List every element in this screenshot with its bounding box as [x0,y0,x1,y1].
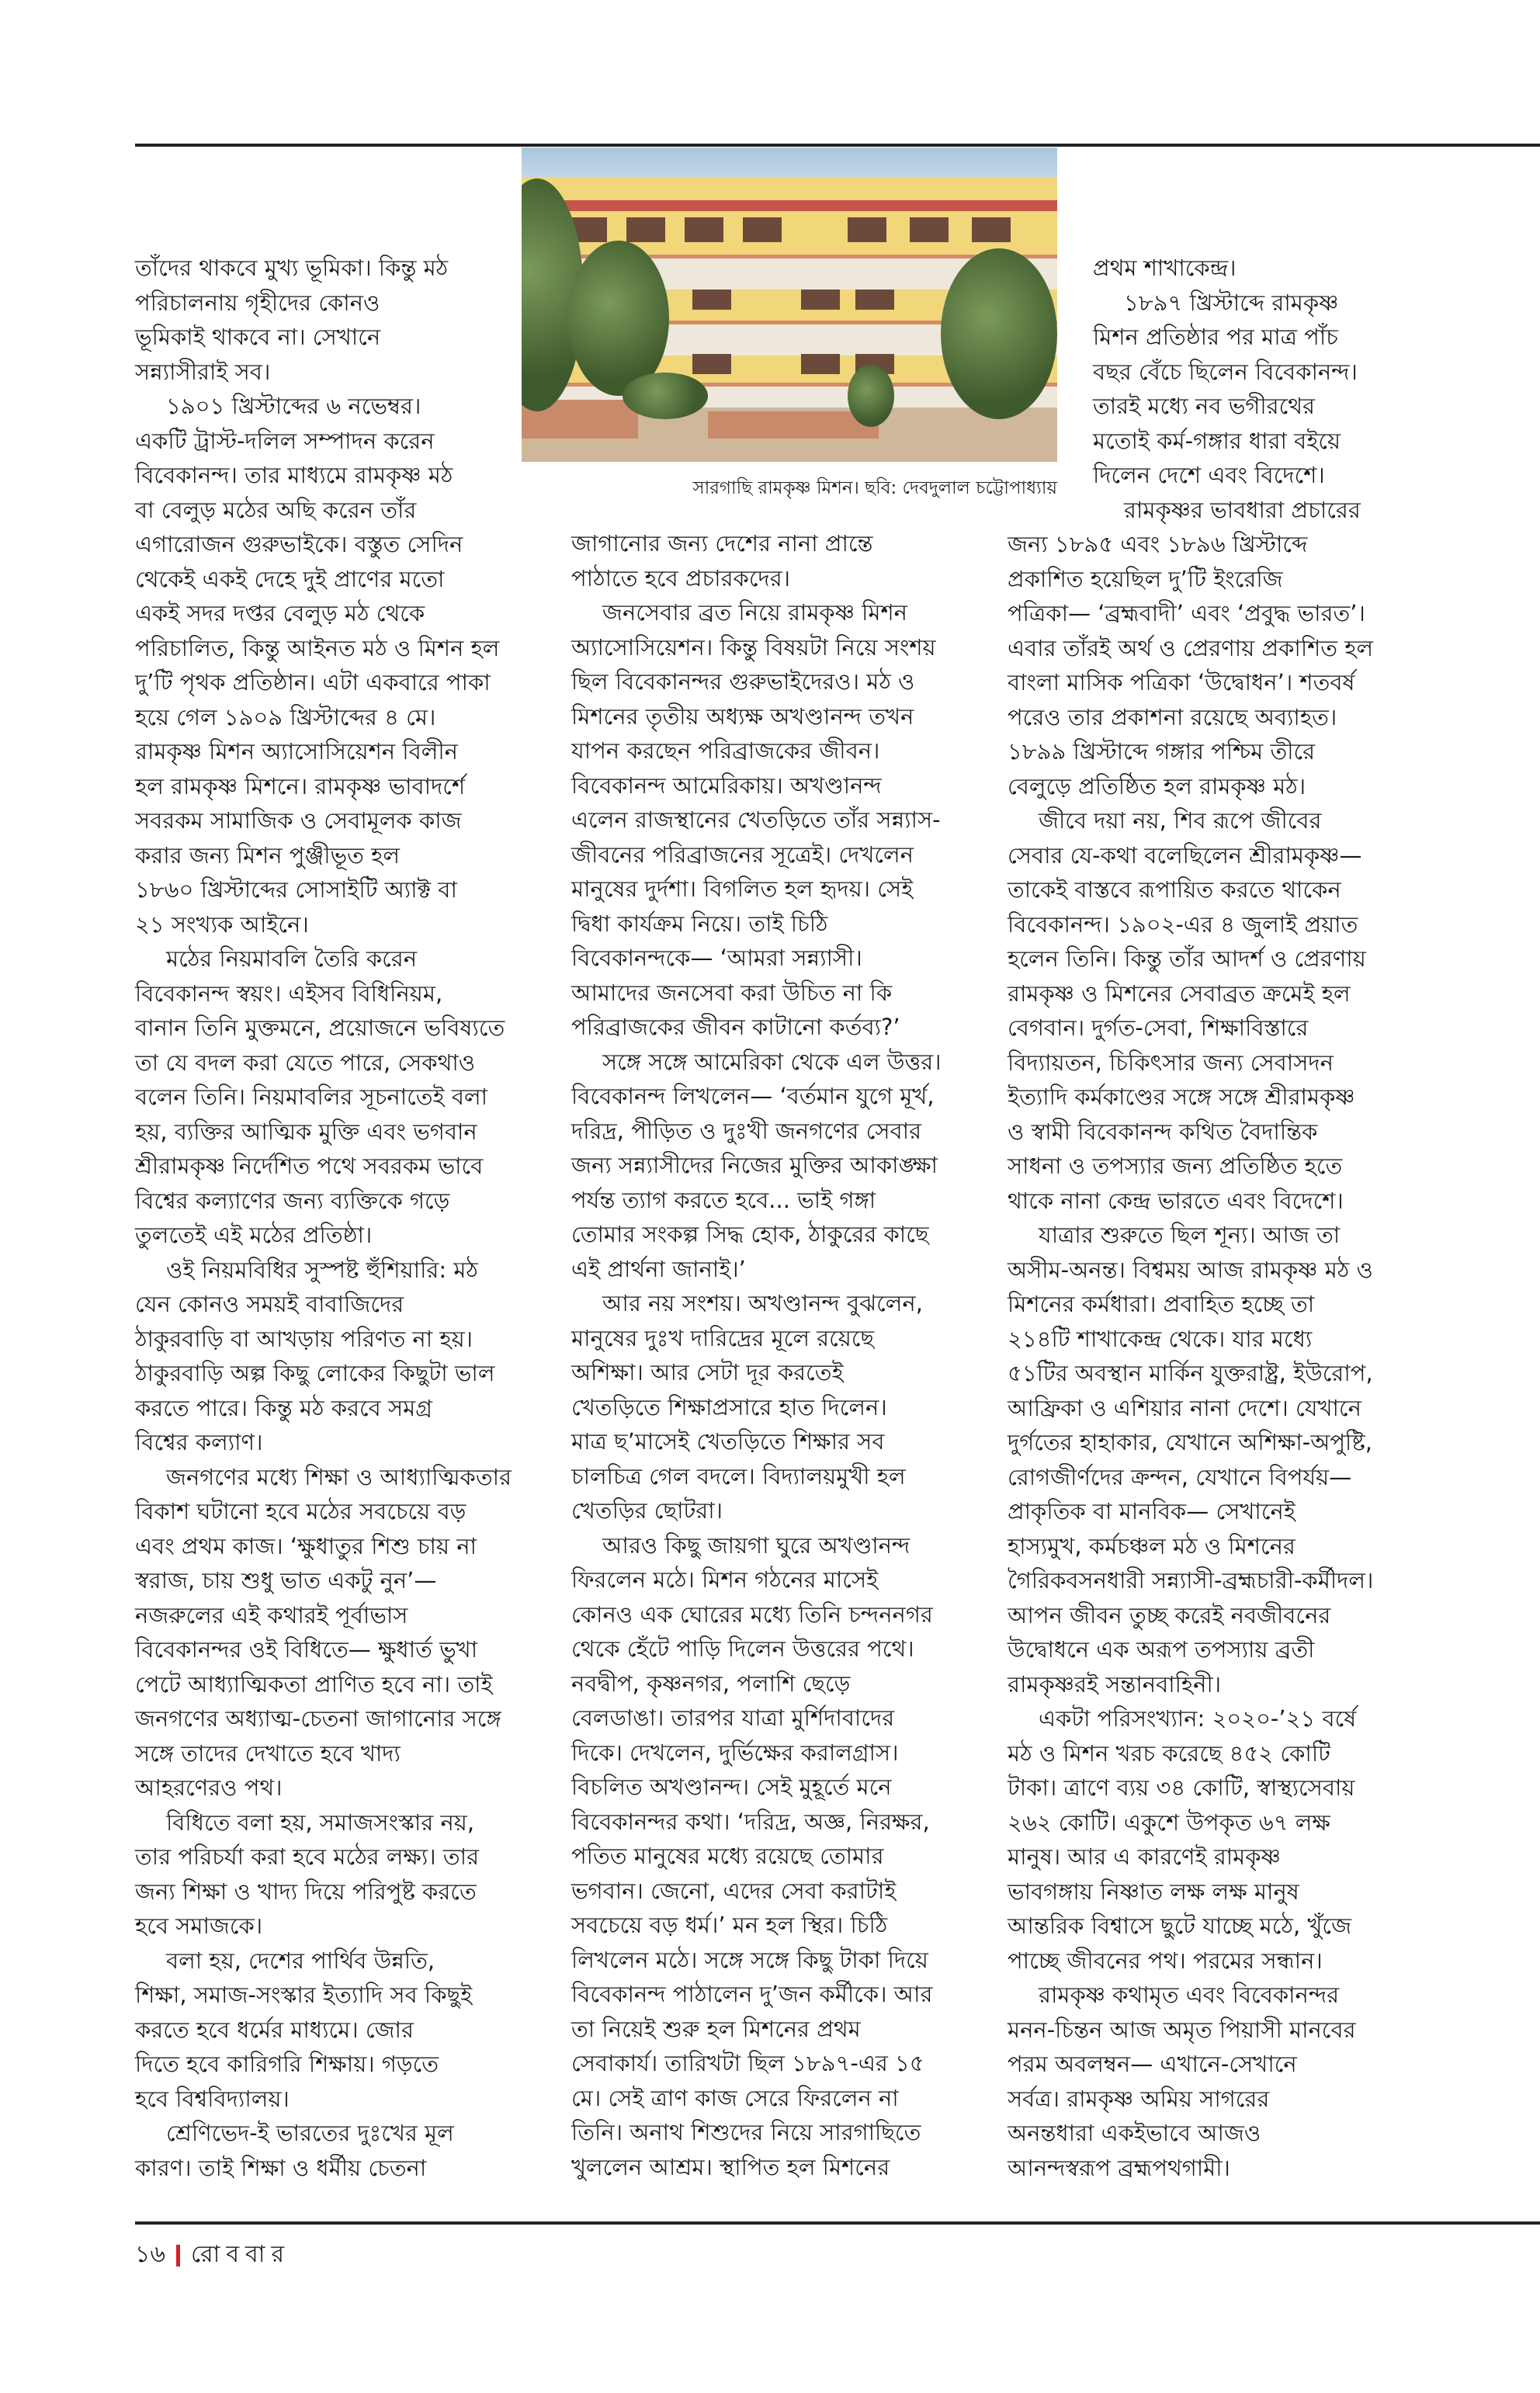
footer-rule [135,2221,1540,2225]
article-text-line: মিশন প্রতিষ্ঠার পর মাত্র পাঁচ [1093,324,1338,350]
article-text-line: অনন্তধারা একইভাবে আজও [1008,2120,1261,2146]
article-text-line: মঠের নিয়মাবলি তৈরি করেন [166,945,418,972]
tree [848,365,894,427]
article-text-line: বিবেকানন্দ লিখলেন— ‘বর্তমান যুগে মূর্খ, [571,1083,935,1109]
article-text-line: মানুষ। আর এ কারণেই রামকৃষ্ণ [1008,1843,1281,1870]
article-text-line: লিখলেন মঠে। সঙ্গে সঙ্গে কিছু টাকা দিয়ে [571,1946,928,1973]
page-number: ১৬ [135,2241,165,2268]
article-text-line: বিবেকানন্দর ওই বিধিতে— ক্ষুধার্ত ভুখা [135,1636,478,1663]
article-text-line: তুলতেই এই মঠের প্রতিষ্ঠা। [135,1222,373,1248]
article-text-line: এবার তাঁরই অর্থ ও প্রেরণায় প্রকাশিত হল [1008,634,1374,661]
article-text-line: বিচলিত অখণ্ডানন্দ। সেই মুহূর্তে মনে [571,1774,892,1800]
article-text-line: সঙ্গে তাদের দেখাতে হবে খাদ্য [135,1739,401,1767]
article-text-line: জনগণের অধ্যাত্ম-চেতনা জাগানোর সঙ্গে [135,1705,501,1732]
article-text-line: আমাদের জনসেবা করা উচিত না কি [571,979,893,1006]
article-text-line: মানুষের দুঃখ দারিদ্রের মূলে রয়েছে [571,1324,875,1351]
article-text-line: পতিত মানুষের মধ্যে রয়েছে তোমার [571,1843,884,1869]
article-text-line: তারই মধ্যে নব ভগীরথের [1093,393,1315,419]
article-text-line: বিবেকানন্দ স্বয়ং। এইসব বিধিনিয়ম, [135,980,443,1007]
article-text-line: খুললেন আশ্রম। স্থাপিত হল মিশনের [571,2153,890,2180]
article-text-line: জীবনের পরিব্রাজনের সূত্রেই। দেখলেন [571,841,914,868]
article-text-line: করতে হবে ধর্মের মাধ্যমে। জোর [135,2016,414,2043]
article-text-line: সেবার যে-কথা বলেছিলেন শ্রীরামকৃষ্ণ— [1008,841,1362,869]
article-text-line: একটা পরিসংখ্যান: ২০২০-’২১ বর্ষে [1039,1705,1357,1732]
article-text-line: আপন জীবন তুচ্ছ করেই নবজীবনের [1008,1601,1331,1628]
article-text-line: এবং প্রথম কাজ। ‘ক্ষুধাতুর শিশু চায় না [135,1532,477,1559]
article-text-line: বেগবান। দুর্গত-সেবা, শিক্ষাবিস্তারে [1008,1014,1309,1041]
article-text-line: পাঠাতে হবে প্রচারকদের। [571,564,791,591]
article-text-line: পরিচালিত, কিন্তু আইনত মঠ ও মিশন হল [135,634,500,661]
article-text-line: বানান তিনি মুক্তমনে, প্রয়োজনে ভবিষ্যতে [135,1014,505,1041]
article-text-line: অসীম-অনন্ত। বিশ্বময় আজ রামকৃষ্ণ মঠ ও [1008,1256,1373,1283]
article-text-line: শ্রীরামকৃষ্ণ নির্দেশিত পথে সবরকম ভাবে [135,1153,484,1179]
article-text-line: গৈরিকবসনধারী সন্ন্যাসী-ব্রহ্মচারী-কর্মীদল। [1008,1567,1374,1594]
article-text-line: মতোই কর্ম-গঙ্গার ধারা বইয়ে [1093,427,1341,454]
article-text-line: এই প্রার্থনা জানাই।’ [571,1255,746,1282]
article-text-line: আরও কিছু জায়গা ঘুরে অখণ্ডানন্দ [602,1531,910,1559]
article-text-line: বলা হয়, দেশের পার্থিব উন্নতি, [166,1947,435,1974]
article-text-line: পরিব্রাজকের জীবন কাটানো কর্তব্য?’ [571,1014,900,1040]
article-text-line: ২১৪টি শাখাকেন্দ্র থেকে। যার মধ্যে [1008,1325,1313,1352]
article-text-line: আন্তরিক বিশ্বাসে ছুটে যাচ্ছে মঠে, খুঁজে [1008,1913,1352,1939]
article-text-line: তাঁদের থাকবে মুখ্য ভূমিকা। কিন্তু মঠ [135,255,449,281]
building-roof [522,200,1057,211]
article-text-line: বলেন তিনি। নিয়মাবলির সূচনাতেই বলা [135,1084,487,1110]
article-text-line: বিবেকানন্দ পাঠালেন দু’জন কর্মীকে। আর [571,1981,933,2007]
article-text-line: হলেন তিনি। কিন্তু তাঁর আদর্শ ও প্রেরণায় [1008,945,1366,972]
article-text-line: মে। সেই ত্রাণ কাজ সেরে ফিরলেন না [571,2084,899,2111]
article-text-line: জনগণের মধ্যে শিক্ষা ও আধ্যাত্মিকতার [166,1463,512,1490]
article-text-line: মঠ ও মিশন খরচ করেছে ৪৫২ কোটি [1008,1739,1330,1767]
article-text-line: দরিদ্র, পীড়িত ও দুঃখী জনগণের সেবার [571,1117,922,1144]
article-column-3 [1008,251,1403,2185]
article-text-line: স্বরাজ, চায় শুধু ভাত একটু নুন’— [135,1567,437,1594]
article-text-line: ১৮৯৯ খ্রিস্টাব্দে গঙ্গার পশ্চিম তীরে [1008,738,1316,765]
tree [623,373,708,419]
article-text-line: যাত্রার শুরুতে ছিল শূন্য। আজ তা [1039,1222,1341,1248]
article-column-2 [571,526,967,2184]
article-text-line: ছিল বিবেকানন্দর গুরুভাইদেরও। মঠ ও [571,668,915,695]
article-text-line: ২৬২ কোটি। একুশে উপকৃত ৬৭ লক্ষ [1008,1809,1330,1836]
article-text-line: ৫১টির অবস্থান মার্কিন যুক্তরাষ্ট্র, ইউরোপ, [1008,1360,1373,1386]
article-text-line: ১৮৬০ খ্রিস্টাব্দের সোসাইটি অ্যাক্ট বা [135,876,457,903]
article-text-line: পরেও তার প্রকাশনা রয়েছে অব্যাহত। [1008,703,1337,730]
article-text-line: তা যে বদল করা যেতে পারে, সেকথাও [135,1049,476,1076]
article-text-line: একই সদর দপ্তর বেলুড় মঠ থেকে [135,600,425,626]
article-text-line: সবরকম সামাজিক ও সেবামূলক কাজ [135,807,462,834]
article-text-line: প্রকাশিত হয়েছিল দু’টি ইংরেজি [1008,565,1283,592]
article-text-line: পরম অবলম্বন— এখানে-সেখানে [1008,2051,1297,2077]
article-text-line: জন্য শিক্ষা ও খাদ্য দিয়ে পরিপুষ্ট করতে [135,1878,477,1905]
article-text-line: করতে পারে। কিন্তু মঠ করবে সমগ্র [135,1394,433,1421]
article-text-line: করার জন্য মিশন পুঞ্জীভূত হল [135,841,400,869]
article-text-line: মানুষের দুর্দশা। বিগলিত হল হৃদয়। সেই [571,876,914,902]
article-text-line: হবে বিশ্ববিদ্যালয়। [135,2085,290,2112]
article-text-line: দ্বিধা কার্যক্রম নিয়ে। তাই চিঠি [571,910,828,937]
article-text-line: তিনি। অনাথ শিশুদের নিয়ে সারগাছিতে [571,2119,921,2145]
article-text-line: হয়ে গেল ১৯০৯ খ্রিস্টাব্দের ৪ মে। [135,703,436,730]
article-text-line: মিশনের কর্মধারা। প্রবাহিত হচ্ছে তা [1008,1291,1315,1317]
article-text-line: রামকৃষ্ণরই সন্তানবাহিনী। [1008,1670,1222,1698]
photo-caption: সারগাছি রামকৃষ্ণ মিশন। ছবি: দেবদুলাল চট্টোপাধ্যায় [692,478,1057,498]
article-text-line: পরিচালনায় গৃহীদের কোনও [135,289,380,316]
article-text-line: তা নিয়েই শুরু হল মিশনের প্রথম [571,2015,861,2042]
article-text-line: তার পরিচর্যা করা হবে মঠের লক্ষ্য। তার [135,1843,480,1870]
article-text-line: পেটে আধ্যাত্মিকতা প্রাণিত হবে না। তাই [135,1670,493,1698]
article-text-line: ওই নিয়মবিধির সুস্পষ্ট হুঁশিয়ারি: মঠ [166,1256,478,1283]
article-text-line: বিকাশ ঘটানো হবে মঠের সবচেয়ে বড় [135,1498,467,1524]
article-text-line: প্রথম শাখাকেন্দ্র। [1093,255,1237,281]
article-text-line: খেতড়ির ছোটরা। [571,1497,723,1524]
page-footer [135,2235,290,2275]
article-text-line: বা বেলুড় মঠের অছি করেন তাঁর [135,496,417,523]
article-text-line: কোনও এক ঘোরের মধ্যে তিনি চন্দননগর [571,1601,933,1628]
article-text-line: থাকে নানা কেন্দ্র ভারতে এবং বিদেশে। [1008,1187,1344,1214]
article-text-line: বিবেকানন্দ আমেরিকায়। অখণ্ডানন্দ [571,772,882,799]
article-text-line: রোগজীর্ণদের ক্রন্দন, যেখানে বিপর্যয়— [1008,1463,1352,1490]
article-text-line: অ্যাসোসিয়েশন। কিন্তু বিষয়টা নিয়ে সংশয় [571,633,936,661]
article-text-line: সাধনা ও তপস্যার জন্য প্রতিষ্ঠিত হতে [1008,1153,1343,1179]
article-text-line: বিশ্বের কল্যাণের জন্য ব্যক্তিকে গড়ে [135,1187,450,1214]
article-text-line: ১৮৯৭ খ্রিস্টাব্দে রামকৃষ্ণ [1124,289,1339,316]
article-text-line: বিশ্বের কল্যাণ। [135,1429,263,1455]
article-text-line: টাকা। ত্রাণে ব্যয় ৩৪ কোটি, স্বাস্থ্যসেবায় [1008,1774,1355,1801]
article-text-line: মাত্র ছ’মাসেই খেতড়িতে শিক্ষার সব [571,1428,885,1455]
article-text-line: ঠাকুরবাড়ি বা আখড়ায় পরিণত না হয়। [135,1325,473,1352]
article-text-line: ২১ সংখ্যক আইনে। [135,910,309,938]
article-text-line: বিবেকানন্দকে— ‘আমরা সন্ন্যাসী। [571,945,862,971]
article-text-line: থেকে হেঁটে পাড়ি দিলেন উত্তরের পথে। [571,1635,914,1662]
article-text-line: চালচিত্র গেল বদলে। বিদ্যালয়মুখী হল [571,1462,906,1490]
article-text-line: দু’টি পৃথক প্রতিষ্ঠান। এটা একবারে পাকা [135,669,491,695]
article-text-line: ইত্যাদি কর্মকাণ্ডের সঙ্গে সঙ্গে শ্রীরামকৃষ্ণ [1008,1084,1355,1110]
article-text-line: বেলডাঙা। তারপর যাত্রা মুর্শিদাবাদের [571,1705,895,1731]
article-text-line: নবদ্বীপ, কৃষ্ণনগর, পলাশি ছেড়ে [571,1670,851,1697]
article-text-line: বিদ্যায়তন, চিকিৎসার জন্য সেবাসদন [1008,1049,1334,1076]
article-text-line: এলেন রাজস্থানের খেতড়িতে তাঁর সন্ন্যাস- [571,806,941,833]
top-rule [135,144,1540,147]
article-text-line: উদ্বোধনে এক অরূপ তপস্যায় ব্রতী [1008,1636,1315,1663]
article-text-line: বছর বেঁচে ছিলেন বিবেকানন্দ। [1093,358,1358,385]
article-text-line: হবে সমাজকে। [135,1913,263,1939]
article-text-line: জন্য সন্ন্যাসীদের নিজের মুক্তির আকাঙ্ক্ষা [571,1152,938,1178]
article-text-line: দিকে। দেখলেন, দুর্ভিক্ষের করালগ্রাস। [571,1739,899,1766]
article-text-line: শিক্ষা, সমাজ-সংস্কার ইত্যাদি সব কিছুই [135,1982,473,2008]
article-text-line: বেলুড়ে প্রতিষ্ঠিত হল রামকৃষ্ণ মঠ। [1008,772,1306,799]
article-text-line: অশিক্ষা। আর সেটা দূর করতেই [571,1359,844,1386]
article-text-line: খেতড়িতে শিক্ষাপ্রসারে হাত দিলেন। [571,1393,887,1420]
article-text-line: ভূমিকাই থাকবে না। সেখানে [135,324,381,350]
article-text-line: জীবে দয়া নয়, শিব রূপে জীবের [1039,807,1322,834]
article-text-line: রামকৃষ্ণ কথামৃত এবং বিবেকানন্দর [1039,1982,1340,2008]
article-text-line: মনন-চিন্তন আজ অমৃত পিয়াসী মানবের [1008,2016,1356,2043]
article-text-line: ভগবান। জেনো, এদের সেবা করাটাই [571,1877,897,1904]
article-text-line: হয়, ব্যক্তির আত্মিক মুক্তি এবং ভগবান [135,1118,477,1145]
article-text-line: সঙ্গে সঙ্গে আমেরিকা থেকে এল উত্তর। [602,1048,942,1075]
article-text-line: বিবেকানন্দর কথা। ‘দরিদ্র, অজ্ঞ, নিরক্ষর, [571,1808,930,1835]
article-text-line: পাচ্ছে জীবনের পথ। পরমের সন্ধান। [1008,1947,1323,1974]
article-text-line: ফিরলেন মঠে। মিশন গঠনের মাসেই [571,1566,879,1593]
article-text-line: ও স্বামী বিবেকানন্দ কথিত বৈদান্তিক [1008,1118,1318,1145]
article-text-line: রামকৃষ্ণ ও মিশনের সেবাব্রত ক্রমেই হল [1008,980,1351,1007]
article-column-1 [135,251,531,2185]
article-text-line: ১৯০১ খ্রিস্টাব্দের ৬ নভেম্বর। [166,393,421,419]
article-text-line: হাস্যমুখ, কর্মচঞ্চল মঠ ও মিশনের [1008,1532,1295,1559]
article-text-line: যেন কোনও সময়ই বাবাজিদের [135,1291,404,1317]
article-text-line: আফ্রিকা ও এশিয়ার নানা দেশে। যেখানে [1008,1394,1361,1421]
footer-separator [176,2245,180,2266]
article-text-line: কারণ। তাই শিক্ষা ও ধর্মীয় চেতনা [135,2154,427,2181]
article-text-line: একটি ট্রাস্ট-দলিল সম্পাদন করেন [135,427,435,454]
article-text-line: বিবেকানন্দ। তার মাধ্যমে রামকৃষ্ণ মঠ [135,462,453,488]
article-text-line: সর্বত্র। রামকৃষ্ণ অমিয় সাগরের [1008,2085,1270,2112]
article-text-line: দিতে হবে কারিগরি শিক্ষায়। গড়তে [135,2051,439,2077]
article-text-line: জনসেবার ব্রত নিয়ে রামকৃষ্ণ মিশন [602,599,907,626]
article-text-line: সেবাকার্য। তারিখটা ছিল ১৮৯৭-এর ১৫ [571,2050,924,2076]
article-text-line: তাকেই বাস্তবে রূপায়িত করতে থাকেন [1008,876,1341,903]
article-text-line: নজরুলের এই কথারই পূর্বাভাস [135,1601,408,1628]
article-text-line: যাপন করছেন পরিব্রাজকের জীবন। [571,737,880,764]
article-text-line: আহরণেরও পথ। [135,1774,283,1801]
article-text-line: দুর্গতের হাহাকার, যেখানে অশিক্ষা-অপুষ্টি, [1008,1429,1372,1455]
article-text-line: থেকেই একই দেহে দুই প্রাণের মতো [135,565,445,592]
article-text-line: ভাবগঙ্গায় নিষ্ণাত লক্ষ লক্ষ মানুষ [1008,1878,1299,1905]
article-text-line: সবচেয়ে বড় ধর্ম।’ মন হল স্থির। চিঠি [571,1912,888,1938]
article-text-line: জন্য ১৮৯৫ এবং ১৮৯৬ খ্রিস্টাব্দে [1008,531,1308,557]
article-text-line: দিলেন দেশে এবং বিদেশে। [1093,462,1325,488]
publication-name: রোববার [190,2241,290,2268]
article-text-line: শ্রেণিভেদ-ই ভারতের দুঃখের মূল [166,2120,454,2146]
article-text-line: বিধিতে বলা হয়, সমাজসংস্কার নয়, [166,1809,475,1836]
article-text-line: তোমার সংকল্প সিদ্ধ হোক, ঠাকুরের কাছে [571,1221,929,1247]
article-text-line: রামকৃষ্ণ মিশন অ্যাসোসিয়েশন বিলীন [135,738,458,765]
article-text-line: এগারোজন গুরুভাইকে। বস্তুত সেদিন [135,531,463,557]
article-text-line: ঠাকুরবাড়ি অল্প কিছু লোকের কিছুটা ভাল [135,1360,495,1386]
article-text-line: পর্যন্ত ত্যাগ করতে হবে... ভাই গঙ্গা [571,1186,876,1213]
article-text-line: জাগানোর জন্য দেশের নানা প্রান্তে [571,530,873,557]
article-text-line: রামকৃষ্ণর ভাবধারা প্রচারের [1124,496,1361,523]
article-text-line: হল রামকৃষ্ণ মিশনে। রামকৃষ্ণ ভাবাদর্শে [135,772,466,799]
article-photo [522,147,1057,462]
article-text-line: আর নয় সংশয়। অখণ্ডানন্দ বুঝলেন, [602,1290,923,1316]
article-text-line: সন্ন্যাসীরাই সব। [135,358,271,385]
article-text-line: বাংলা মাসিক পত্রিকা ‘উদ্বোধন’। শতবর্ষ [1008,669,1355,695]
article-text-line: মিশনের তৃতীয় অধ্যক্ষ অখণ্ডানন্দ তখন [571,702,914,730]
article-text-line: পত্রিকা— ‘ব্রহ্মবাদী’ এবং ‘প্রবুদ্ধ ভারত’। [1008,600,1365,626]
article-text-line: প্রাকৃতিক বা মানবিক— সেখানেই [1008,1498,1295,1524]
article-text-line: বিবেকানন্দ। ১৯০২-এর ৪ জুলাই প্রয়াত [1008,910,1358,938]
article-text-line: আনন্দস্বরূপ ব্রহ্মপথগামী। [1008,2154,1230,2181]
